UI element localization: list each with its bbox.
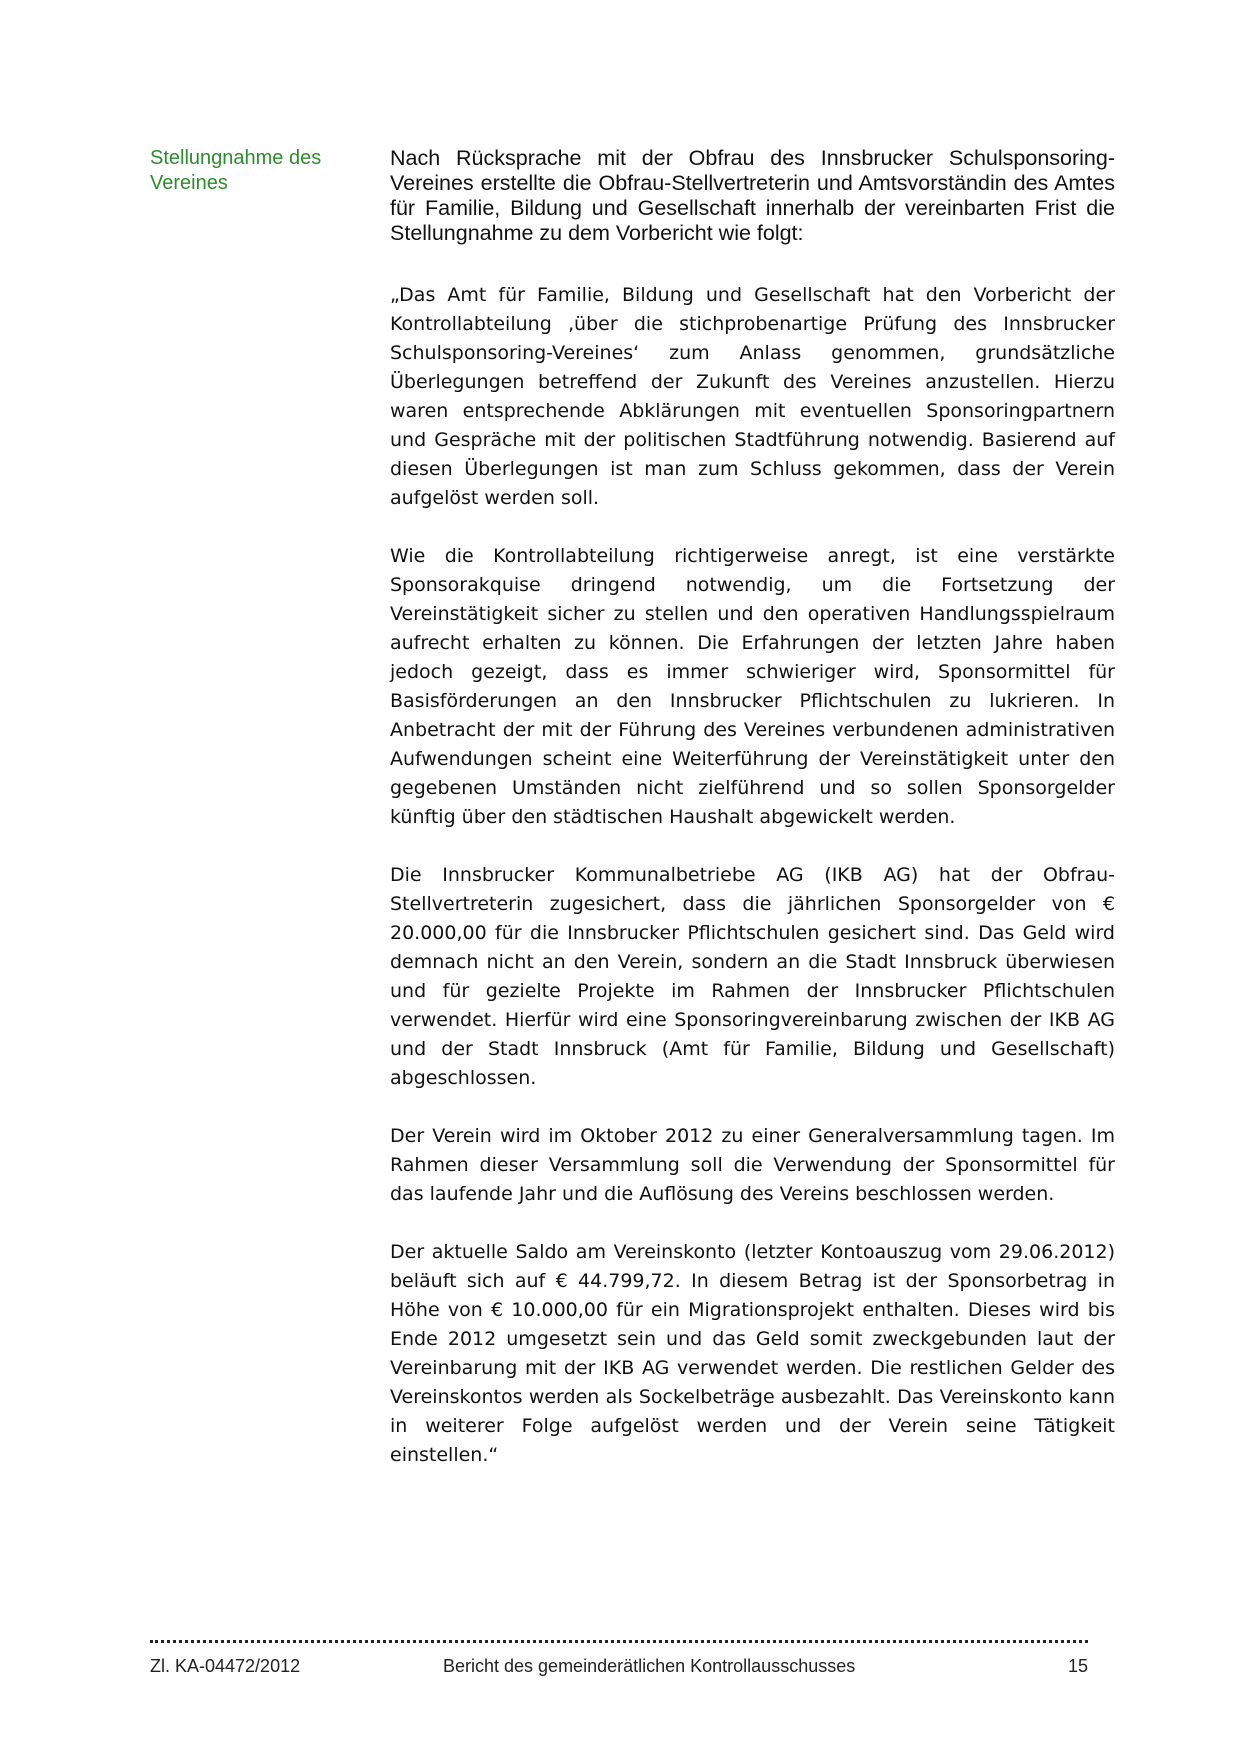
page-number: 15 <box>1067 1656 1088 1676</box>
footer-title: Bericht des gemeinderätlichen Kontrollausschusses <box>443 1656 856 1676</box>
intro-paragraph: Nach Rücksprache mit der Obfrau des Innsbrucker Schulsponsoring-Vereines erstellte die Obfrau-Stellvertreterin und Amtsvorständin des Amtes für Familie, Bildung und Gesellschaft innerhalb der vereinbarten Frist die Stellungnahme zu dem Vorbericht wie folgt: <box>390 146 1115 245</box>
footer-divider <box>150 1640 1088 1643</box>
footer-reference: Zl. KA-04472/2012 <box>150 1656 301 1676</box>
quote-paragraph-2: Wie die Kontrollabteilung richtigerweise anregt, ist eine verstärkte Sponsorakquise dringend notwendig, um die Fortsetzung der Vereinstätigkeit sicher zu stellen und den operativen Handlungsspielraum aufrecht erhalten zu können. Die Erfahrungen der letzten Jahre haben jedoch gezeigt, dass es immer schwieriger wird, Sponsormittel für Basisförderungen an den Innsbrucker Pflichtschulen zu lukrieren. In Anbetracht der mit der Führung des Vereines verbundenen administrativen Aufwendungen scheint eine Weiterführung der Vereinstätigkeit unter den gegebenen Umständen nicht zielführend und so sollen Sponsorgelder künftig über den städtischen Haushalt abgewickelt werden. <box>390 545 1115 828</box>
quote-paragraph-3: Die Innsbrucker Kommunalbetriebe AG (IKB AG) hat der Obfrau-Stellvertreterin zugesichert, dass die jährlichen Sponsorgelder von € 20.000,00 für die Innsbrucker Pflichtschulen gesichert sind. Das Geld wird demnach nicht an den Verein, sondern an die Stadt Innsbruck überwiesen und für gezielte Projekte im Rahmen der Innsbrucker Pflichtschulen verwendet. Hierfür wird eine Sponsoringvereinbarung zwischen der IKB AG und der Stadt Innsbruck (Amt für Familie, Bildung und Gesellschaft) abgeschlossen. <box>390 864 1115 1089</box>
quote-paragraph-4: Der Verein wird im Oktober 2012 zu einer Generalversammlung tagen. Im Rahmen dieser Versammlung soll die Verwendung der Sponsormittel für das laufende Jahr und die Auflösung des Vereins beschlossen werden. <box>390 1125 1115 1205</box>
section-side-label: Stellungnahme des Vereines <box>150 147 322 194</box>
quote-paragraph-1: „Das Amt für Familie, Bildung und Gesellschaft hat den Vorbericht der Kontrollabteilung ‚über die stichprobenartige Prüfung des Innsbrucker Schulsponsoring-Vereines‘ zum Anlass genommen, grundsätzliche Überlegungen betreffend der Zukunft des Vereines anzustellen. Hierzu waren entsprechende Abklärungen mit eventuellen Sponsoringpartnern und Gespräche mit der politischen Stadtführung notwendig. Basierend auf diesen Überlegungen ist man zum Schluss gekommen, dass der Verein aufgelöst werden soll. <box>390 284 1115 509</box>
statement-quote <box>390 281 1115 1499</box>
quote-paragraph-5: Der aktuelle Saldo am Vereinskonto (letzter Kontoauszug vom 29.06.2012) beläuft sich auf € 44.799,72. In diesem Betrag ist der Sponsorbetrag in Höhe von € 10.000,00 für ein Migrationsprojekt enthalten. Dieses wird bis Ende 2012 umgesetzt sein und das Geld somit zweckgebunden laut der Vereinbarung mit der IKB AG verwendet werden. Die restlichen Gelder des Vereinskontos werden als Sockelbeträge ausbezahlt. Das Vereinskonto kann in weiterer Folge aufgelöst werden und der Verein seine Tätigkeit einstellen.“ <box>390 1241 1115 1466</box>
